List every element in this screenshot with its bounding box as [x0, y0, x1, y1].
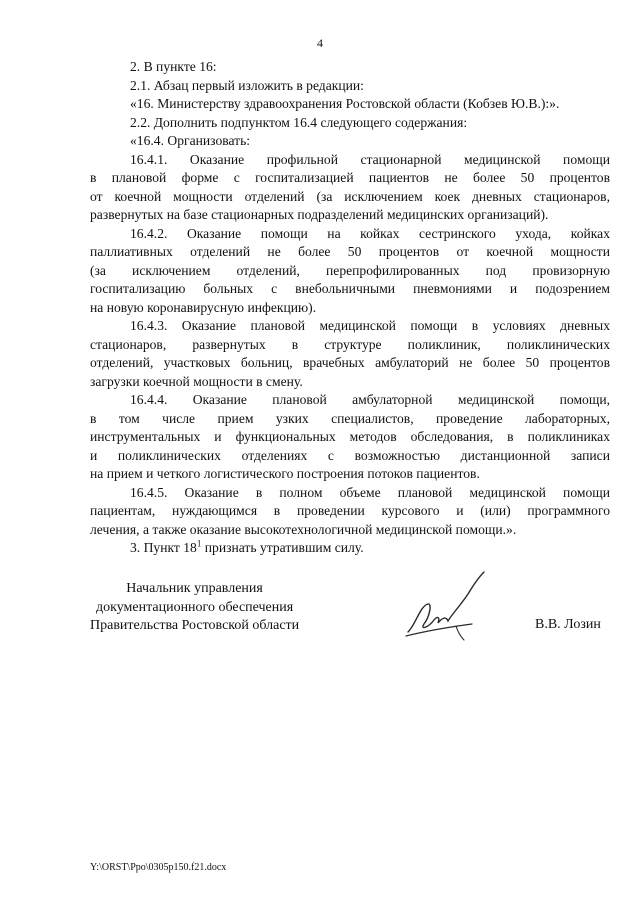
page-number: 4: [317, 36, 323, 50]
item-line: 16.4.2. Оказание помощи на койках сестринского ухода, койках: [130, 225, 610, 241]
item-line: (за исключением отделений, перепрофилированных под провизорную: [90, 262, 610, 278]
item-line: 16.4.5. Оказание в полном объеме плановой медицинской помощи: [130, 484, 610, 500]
item-16-4-3: [90, 317, 610, 391]
item-line: 16.4.4. Оказание плановой амбулаторной медицинской помощи,: [130, 392, 610, 407]
final-item: [90, 539, 610, 558]
header-line-1: 2. В пункте 16:: [130, 59, 217, 74]
item-line: лечения, а также оказание высокотехнологичной медицинской помощи.».: [90, 521, 517, 537]
item-line: госпитализацию больных с внебольничными пневмониями и подозрением: [90, 281, 610, 296]
item-16-4-4: [90, 391, 610, 484]
item-line: 16.4.3. Оказание плановой медицинской помощи в условиях дневных: [130, 318, 610, 333]
item-line: на прием и четкого логистического построения потоков пациентов.: [90, 466, 480, 481]
item-line: инструментальных и функциональных методов обследования, в поликлиниках: [90, 429, 610, 444]
signature-title-block: [90, 580, 299, 636]
item-line: 16.4.1. Оказание профильной стационарной медицинской помощи: [130, 151, 610, 167]
item-line: стационаров, развернутых в структуре поликлиник, поликлинических: [90, 336, 610, 352]
final-item-before: 3. Пункт 18: [130, 540, 197, 555]
item-line: от коечной мощности отделений (за исключением коек дневных стационаров,: [90, 188, 610, 204]
header-line-5: «16.4. Организовать:: [130, 133, 251, 148]
signature-title-line: документационного обеспечения: [95, 599, 294, 615]
item-16-4-1: [90, 151, 610, 225]
final-item-superscript: 1: [196, 538, 202, 549]
item-line: в том числе прием узких специалистов, проведение лабораторных,: [90, 410, 610, 426]
item-16-4-5: [90, 484, 610, 540]
header-line-2: 2.1. Абзац первый изложить в редакции:: [130, 77, 364, 93]
final-item-after: признать утратившим силу.: [201, 540, 364, 555]
item-16-4-2: [90, 225, 610, 318]
signature-title-line: Начальник управления: [126, 581, 263, 596]
header-line-4: 2.2. Дополнить подпунктом 16.4 следующего содержания:: [130, 114, 468, 130]
item-line: загрузки коечной мощности в смену.: [90, 373, 303, 389]
handwritten-signature: [402, 566, 488, 644]
item-line: на новую коронавирусную инфекцию).: [90, 299, 317, 315]
footer-file-path: Y:\ORST\Ppo\0305p150.f21.docx: [90, 862, 227, 873]
item-line: и поликлинических отделениях с возможностью дистанционной записи: [90, 447, 610, 463]
item-line: пациентам, нуждающимся в проведении курсового и (или) программного: [90, 503, 610, 518]
header-line-3: «16. Министерству здравоохранения Ростовской области (Кобзев Ю.В.):».: [130, 96, 560, 111]
item-line: паллиативных отделений не более 50 процентов от коечной мощности: [90, 244, 610, 259]
item-line: отделений, участковых больниц, врачебных амбулаторий не более 50 процентов: [90, 355, 610, 370]
item-line: развернутых на базе стационарных подразделений медицинских организаций).: [90, 207, 549, 222]
signature-title-line: Правительства Ростовской области: [90, 618, 300, 633]
document-body: [90, 58, 610, 558]
signer-name: В.В. Лозин: [535, 617, 601, 632]
item-line: в плановой форме с госпитализацией пациентов не более 50 процентов: [90, 170, 610, 185]
